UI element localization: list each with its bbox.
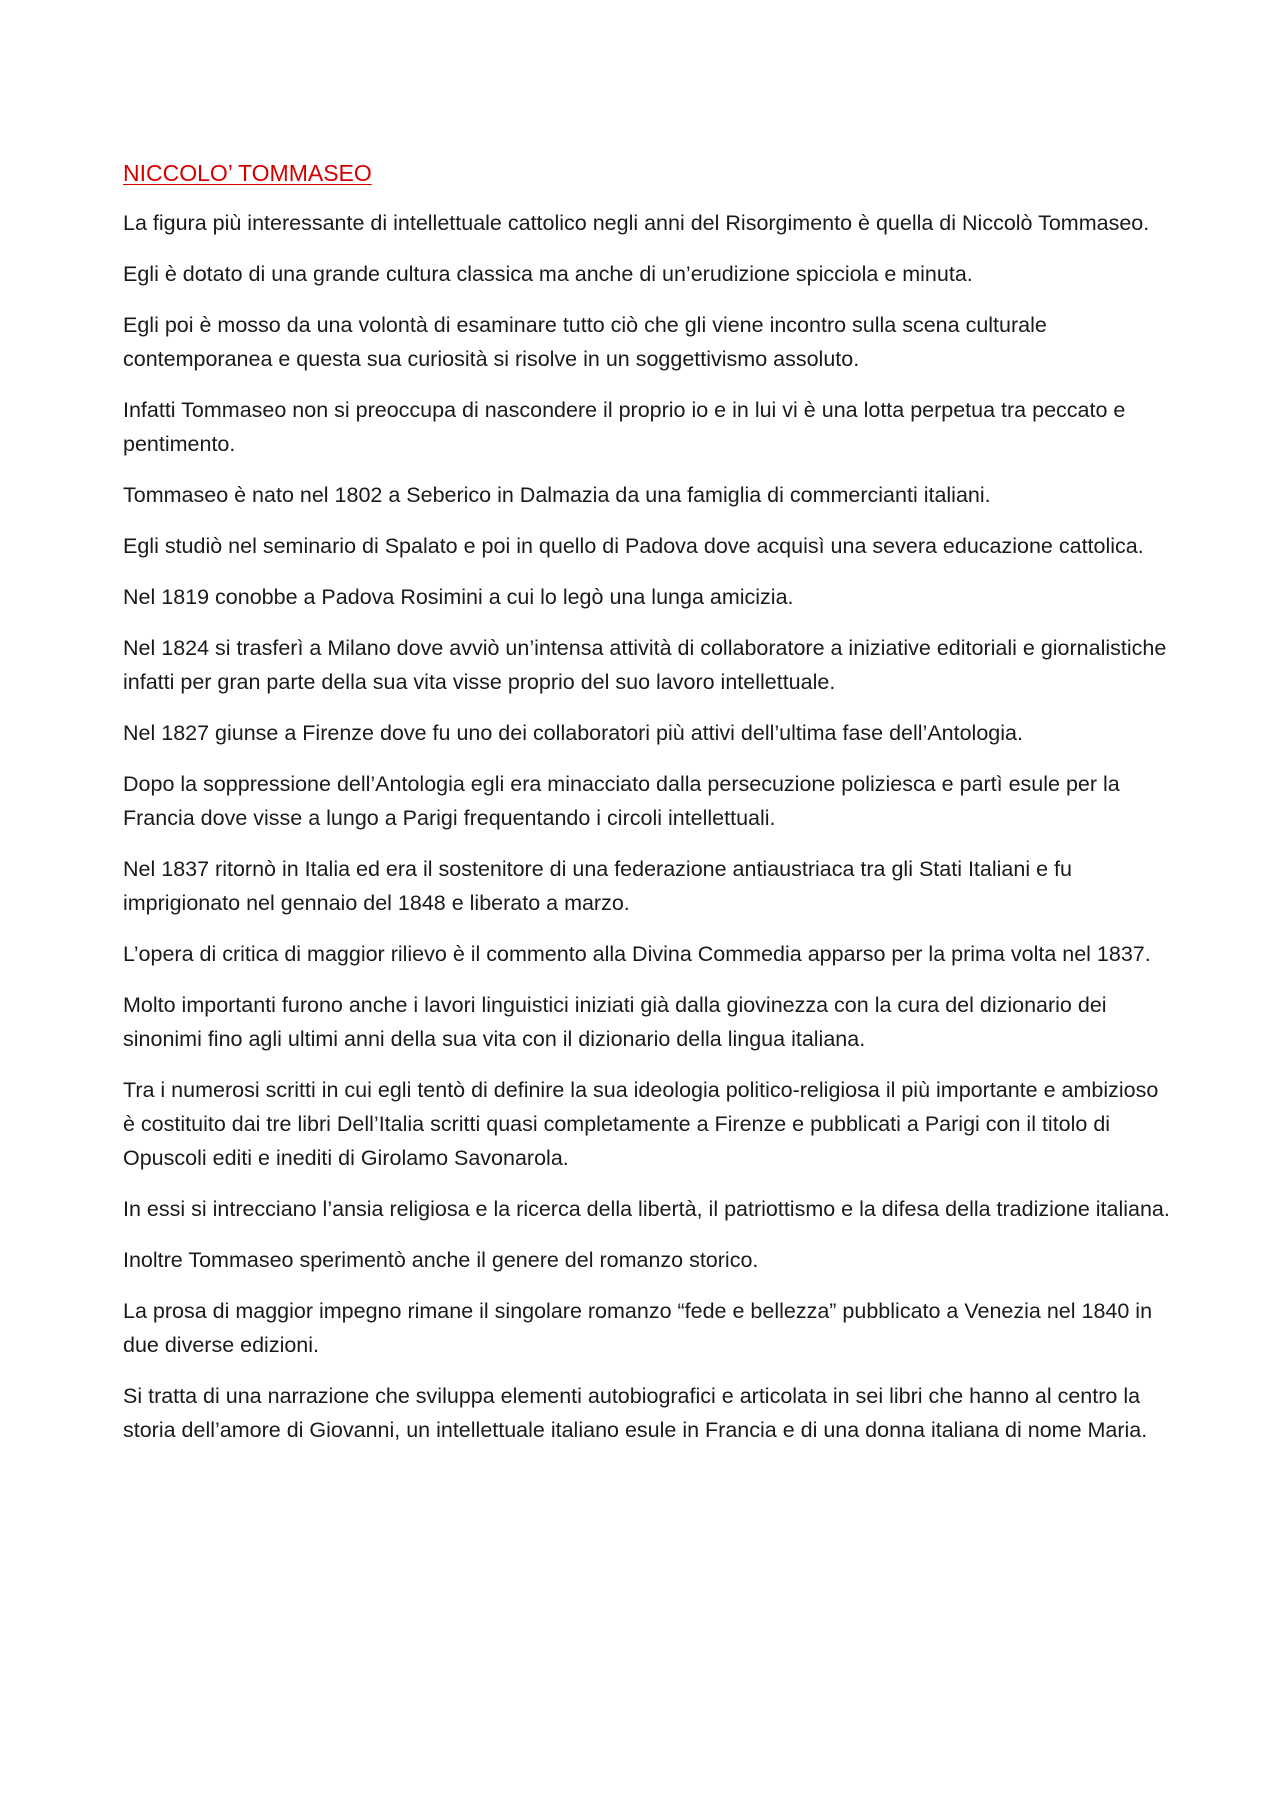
paragraph: Nel 1827 giunse a Firenze dove fu uno dei collaboratori più attivi dell’ultima fase dell’Antologia. — [123, 721, 1023, 745]
paragraph: L’opera di critica di maggior rilievo è il commento alla Divina Commedia apparso per la prima volta nel 1837. — [123, 942, 1151, 966]
paragraph: Egli studiò nel seminario di Spalato e poi in quello di Padova dove acquisì una severa educazione cattolica. — [123, 534, 1144, 558]
paragraph: La figura più interessante di intellettuale cattolico negli anni del Risorgimento è quella di Niccolò Tommaseo. — [123, 211, 1150, 235]
paragraph: Nel 1824 si trasferì a Milano dove avviò un’intensa attività di collaboratore a iniziative editoriali e giornalistiche infatti per gran parte della sua vita visse proprio del suo lavoro intellettuale. — [123, 636, 1167, 694]
paragraph: La prosa di maggior impegno rimane il singolare romanzo “fede e bellezza” pubblicato a Venezia nel 1840 in due diverse edizioni. — [123, 1299, 1153, 1357]
document-body — [123, 156, 1173, 1464]
paragraph: Inoltre Tommaseo sperimentò anche il genere del romanzo storico. — [123, 1248, 759, 1272]
paragraph: In essi si intrecciano l’ansia religiosa e la ricerca della libertà, il patriottismo e la difesa della tradizione italiana. — [123, 1197, 1170, 1221]
paragraph: Nel 1819 conobbe a Padova Rosimini a cui lo legò una lunga amicizia. — [123, 585, 794, 609]
paragraph: Egli è dotato di una grande cultura classica ma anche di un’erudizione spicciola e minuta. — [123, 262, 973, 286]
paragraph: Dopo la soppressione dell’Antologia egli era minacciato dalla persecuzione poliziesca e partì esule per la Francia dove visse a lungo a Parigi frequentando i circoli intellettuali. — [123, 772, 1120, 830]
paragraph: Si tratta di una narrazione che sviluppa elementi autobiografici e articolata in sei libri che hanno al centro la storia dell’amore di Giovanni, un intellettuale italiano esule in Francia e di una donna italiana di nome Maria. — [123, 1384, 1148, 1442]
document-title: NICCOLO’ TOMMASEO — [123, 160, 372, 186]
paragraph: Tra i numerosi scritti in cui egli tentò di definire la sua ideologia politico-religiosa il più importante e ambizioso è costituito dai tre libri Dell’Italia scritti quasi completamente a Firenze e pubblicati a Parigi con il titolo di Opuscoli editi e inediti di Girolamo Savonarola. — [123, 1078, 1159, 1170]
paragraph: Egli poi è mosso da una volontà di esaminare tutto ciò che gli viene incontro sulla scena culturale contemporanea e questa sua curiosità si risolve in un soggettivismo assoluto. — [123, 313, 1047, 371]
paragraph: Molto importanti furono anche i lavori linguistici iniziati già dalla giovinezza con la cura del dizionario dei sinonimi fino agli ultimi anni della sua vita con il dizionario della lingua italiana. — [123, 993, 1107, 1051]
paragraph: Tommaseo è nato nel 1802 a Seberico in Dalmazia da una famiglia di commercianti italiani. — [123, 483, 991, 507]
paragraph: Infatti Tommaseo non si preoccupa di nascondere il proprio io e in lui vi è una lotta perpetua tra peccato e pentimento. — [123, 398, 1126, 456]
paragraph: Nel 1837 ritornò in Italia ed era il sostenitore di una federazione antiaustriaca tra gli Stati Italiani e fu imprigionato nel gennaio del 1848 e liberato a marzo. — [123, 857, 1072, 915]
